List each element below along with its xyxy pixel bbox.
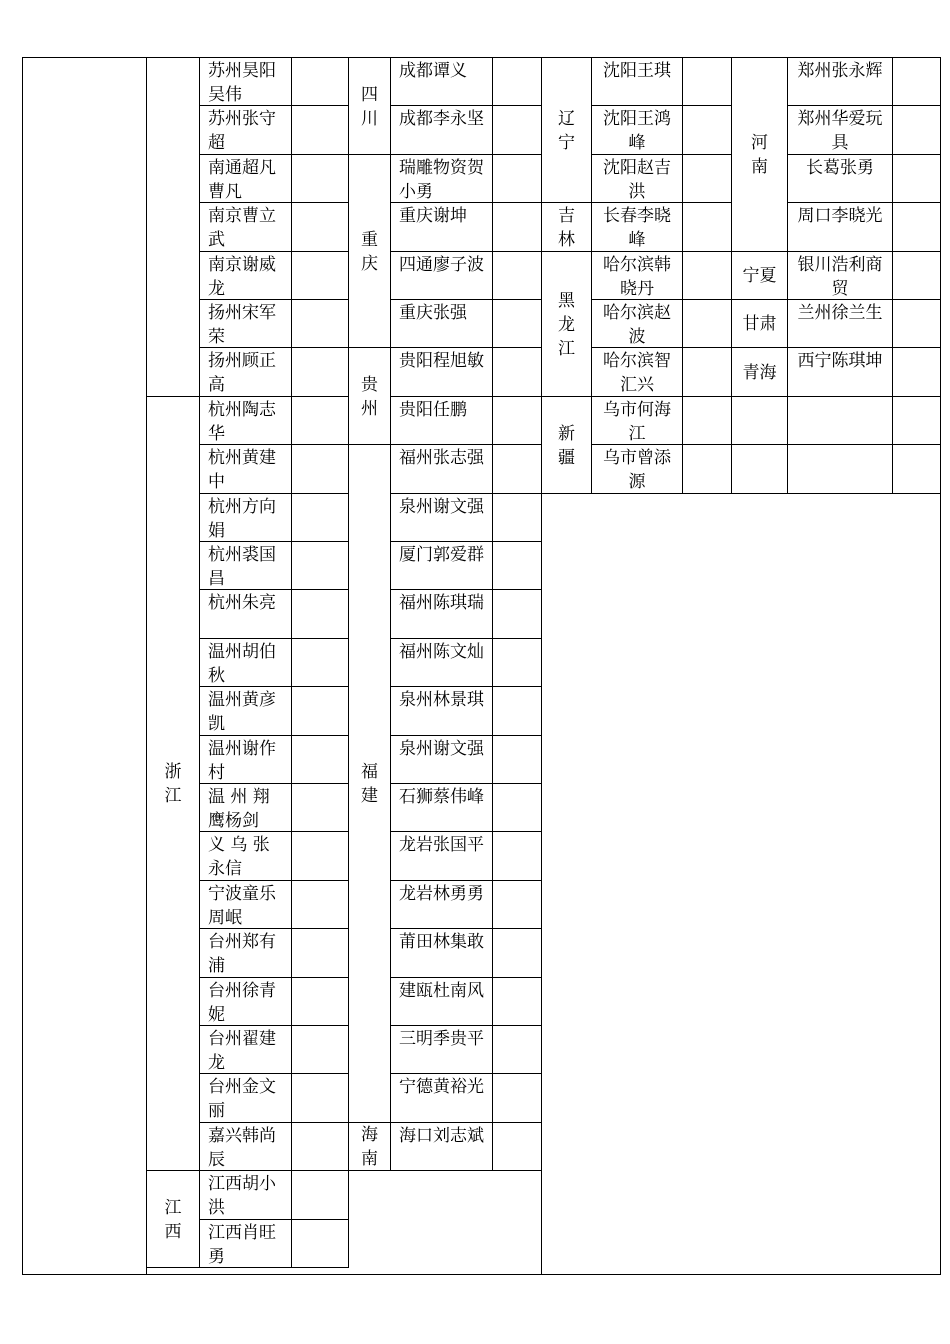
table-border-h: [390, 154, 542, 155]
table-border-v: [390, 57, 391, 1171]
name-cell-text: 重庆张强: [399, 303, 467, 323]
name-cell: [391, 833, 492, 880]
name-cell: [200, 737, 291, 783]
name-cell: [788, 349, 892, 396]
name-cell: [391, 253, 492, 299]
name-cell: [200, 833, 291, 880]
table-border-h: [199, 105, 349, 106]
table-border-h: [199, 154, 349, 155]
table-border-h: [390, 396, 542, 397]
name-cell: [592, 204, 682, 251]
table-border-h: [199, 735, 349, 736]
name-cell-text: 温 州 翔 鹰杨剑: [208, 787, 270, 831]
name-cell: [592, 349, 682, 396]
province-cell-text: 黑龙江: [558, 290, 575, 359]
name-cell: [391, 785, 492, 831]
name-cell-text: 温州谢作村: [208, 739, 276, 783]
table-border-h: [199, 202, 349, 203]
province-cell-text: 宁夏: [742, 266, 777, 286]
name-cell-text: 哈尔滨韩晓丹: [603, 255, 671, 299]
province-cell-text: 河南: [751, 133, 768, 177]
table-border-h: [348, 1122, 391, 1123]
table-border-h: [731, 396, 788, 397]
name-cell: [391, 398, 492, 444]
table-border-h: [348, 1170, 391, 1171]
name-cell: [200, 640, 291, 686]
name-cell: [391, 495, 492, 541]
table-border-h: [541, 251, 592, 252]
province-cell: [732, 349, 787, 396]
table-border-h: [199, 1025, 349, 1026]
table-border-h: [199, 1267, 349, 1268]
table-border-h: [591, 493, 732, 494]
name-cell: [391, 1075, 492, 1122]
name-cell: [200, 495, 291, 541]
name-cell-text: 义 乌 张 永信: [208, 835, 270, 879]
name-cell-text: 杭州黄建中: [208, 448, 276, 492]
name-cell-text: 南通超凡曹凡: [208, 158, 276, 202]
table-border-h: [787, 105, 941, 106]
name-cell: [391, 204, 492, 251]
name-cell-text: 江西胡小洪: [208, 1174, 276, 1218]
province-cell: [542, 59, 591, 202]
name-cell: [592, 301, 682, 347]
table-border-h: [199, 1073, 349, 1074]
table-border-h: [199, 396, 349, 397]
table-border-v: [348, 57, 349, 1171]
province-cell: [349, 349, 390, 444]
name-cell-text: 海口刘志斌: [399, 1126, 484, 1146]
table-border-h: [199, 347, 349, 348]
table-border-h: [199, 831, 349, 832]
name-cell-text: 瑞雕物资贺小勇: [399, 158, 484, 202]
table-border-h: [22, 1274, 941, 1275]
table-border-h: [199, 977, 349, 978]
province-cell-text: 甘肃: [742, 314, 777, 334]
name-cell-text: 龙岩林勇勇: [399, 884, 484, 904]
table-border-h: [199, 299, 349, 300]
province-cell-text: 四川: [361, 84, 378, 129]
table-border-h: [390, 1025, 542, 1026]
table-border-h: [390, 251, 542, 252]
province-cell: [349, 1124, 390, 1170]
name-cell: [200, 349, 291, 396]
name-cell: [200, 1124, 291, 1170]
name-cell: [200, 446, 291, 493]
name-cell: [200, 688, 291, 735]
name-cell: [788, 204, 892, 251]
name-cell-text: 沈阳赵吉洪: [603, 158, 671, 202]
name-cell-text: 泉州谢文强: [399, 497, 484, 517]
table-border-h: [591, 154, 732, 155]
province-cell: [732, 59, 787, 251]
table-border-v: [541, 493, 542, 1275]
table-border-h: [787, 299, 941, 300]
table-border-h: [390, 299, 542, 300]
name-cell-text: 泉州谢文强: [399, 739, 484, 759]
name-cell: [200, 107, 291, 154]
name-cell: [391, 543, 492, 589]
name-cell: [200, 59, 291, 105]
name-cell: [200, 1027, 291, 1073]
table-border-h: [199, 1170, 349, 1171]
name-cell-text: 沈阳王琪: [603, 61, 671, 81]
table-border-h: [199, 638, 349, 639]
province-cell-text: 新疆: [558, 423, 575, 468]
table-border-h: [199, 493, 349, 494]
name-cell: [200, 156, 291, 202]
table-border-h: [731, 347, 788, 348]
table-border-h: [731, 251, 788, 252]
table-border-h: [348, 444, 391, 445]
name-cell: [391, 737, 492, 783]
province-cell: [349, 446, 390, 1122]
name-cell: [200, 785, 291, 831]
name-cell-text: 福州陈琪瑞: [399, 593, 484, 613]
table-border-h: [199, 589, 349, 590]
province-cell-text: 江西: [164, 1197, 182, 1242]
name-cell-text: 成都谭义: [399, 61, 467, 81]
name-cell-text: 南京谢威龙: [208, 255, 276, 299]
table-border-h: [199, 444, 349, 445]
name-cell: [391, 979, 492, 1025]
province-cell: [542, 253, 591, 396]
table-border-h: [146, 396, 200, 397]
table-border-h: [541, 493, 592, 494]
name-cell-text: 周口李晓光: [797, 206, 883, 226]
table-border-h: [146, 1267, 200, 1268]
table-border-h: [199, 783, 349, 784]
table-border-h: [787, 202, 941, 203]
table-border-h: [199, 1219, 349, 1220]
table-border-v: [892, 57, 893, 397]
name-cell: [391, 446, 492, 493]
name-cell: [592, 59, 682, 105]
table-border-h: [390, 541, 542, 542]
table-border-h: [390, 589, 542, 590]
name-cell-text: 江西肖旺勇: [208, 1223, 276, 1267]
name-cell: [200, 204, 291, 251]
name-cell-text: 龙岩张国平: [399, 835, 484, 855]
name-cell-text: 扬州宋军荣: [208, 303, 276, 347]
table-border-h: [390, 831, 542, 832]
name-cell: [391, 930, 492, 977]
name-cell-text: 兰州徐兰生: [797, 303, 883, 323]
province-cell: [542, 398, 591, 493]
table-border-h: [22, 57, 941, 58]
table-border-v: [591, 57, 592, 494]
table-border-h: [390, 1122, 542, 1123]
table-border-v: [940, 57, 941, 1275]
table-border-h: [390, 105, 542, 106]
name-cell-text: 四通廖子波: [399, 255, 484, 275]
table-border-v: [492, 57, 493, 1171]
name-cell-text: 杭州方向娟: [208, 497, 276, 541]
table-border-v: [787, 57, 788, 397]
table-border-h: [390, 202, 542, 203]
province-cell-text: 青海: [742, 362, 777, 383]
name-cell: [391, 301, 492, 347]
name-cell-text: 重庆谢坤: [399, 206, 467, 226]
table-border-h: [731, 493, 941, 494]
name-cell: [788, 301, 892, 347]
name-cell: [391, 640, 492, 686]
name-cell: [200, 301, 291, 347]
name-cell-text: 台州翟建龙: [208, 1029, 276, 1073]
name-cell-text: 郑州张永辉: [797, 61, 883, 81]
table-border-h: [591, 251, 732, 252]
name-cell: [391, 591, 492, 638]
name-cell-text: 长春李晓峰: [603, 206, 671, 250]
name-cell: [788, 59, 892, 105]
table-border-h: [390, 493, 542, 494]
table-border-h: [591, 202, 732, 203]
name-cell-text: 建瓯杜南风: [399, 981, 484, 1001]
province-cell-text: 辽宁: [558, 108, 575, 153]
table-border-h: [541, 396, 592, 397]
name-cell-text: 三明季贵平: [399, 1029, 484, 1049]
name-cell: [200, 930, 291, 977]
table-border-h: [787, 251, 941, 252]
name-cell: [391, 1027, 492, 1073]
name-cell-text: 石狮蔡伟峰: [399, 787, 484, 807]
name-cell-text: 嘉兴韩尚辰: [208, 1126, 276, 1170]
table-border-h: [390, 880, 542, 881]
province-cell-text: 重庆: [361, 229, 378, 274]
table-border-h: [591, 347, 732, 348]
province-cell: [542, 204, 591, 251]
table-border-h: [731, 444, 941, 445]
table-border-v: [146, 57, 147, 1275]
province-cell-text: 福建: [361, 762, 378, 806]
table-border-v: [291, 57, 292, 1268]
table-border-h: [390, 1073, 542, 1074]
name-cell-text: 贵阳任鹏: [399, 400, 467, 420]
province-cell-text: 浙江: [164, 762, 182, 806]
name-cell-text: 温州胡伯秋: [208, 642, 276, 686]
table-border-h: [787, 396, 941, 397]
name-cell-text: 沈阳王鸿峰: [603, 109, 671, 153]
name-cell: [200, 1075, 291, 1122]
name-cell-text: 莆田林集敢: [399, 932, 484, 952]
table-border-h: [348, 347, 391, 348]
name-cell-text: 西宁陈琪坤: [797, 351, 883, 371]
table-border-v: [199, 57, 200, 1268]
name-cell: [200, 543, 291, 589]
name-cell-text: 银川浩利商贸: [797, 255, 883, 299]
table-border-h: [390, 444, 542, 445]
table-border-v: [541, 57, 542, 494]
name-cell: [200, 979, 291, 1025]
table-border-h: [146, 1170, 200, 1171]
name-cell-text: 温州黄彦凯: [208, 690, 276, 734]
table-border-h: [591, 396, 732, 397]
table-border-h: [787, 154, 941, 155]
name-cell-text: 宁德黄裕光: [399, 1077, 484, 1097]
name-cell: [592, 156, 682, 202]
name-cell: [592, 398, 682, 444]
name-cell-text: 南京曹立武: [208, 206, 276, 250]
table-border-h: [390, 686, 542, 687]
name-cell-text: 苏州昊阳吴伟: [208, 61, 276, 105]
name-cell: [200, 253, 291, 299]
table-border-h: [731, 299, 788, 300]
name-cell-text: 哈尔滨智汇兴: [603, 351, 671, 395]
name-cell-text: 台州金文丽: [208, 1077, 276, 1121]
table-border-h: [199, 1122, 349, 1123]
name-cell-text: 台州郑有浦: [208, 932, 276, 976]
name-cell: [788, 156, 892, 202]
table-border-h: [591, 299, 732, 300]
province-cell-text: 海南: [361, 1125, 378, 1169]
table-border-v: [22, 57, 23, 1275]
province-cell: [732, 301, 787, 347]
table-border-h: [199, 928, 349, 929]
name-cell: [200, 1172, 291, 1219]
name-cell: [592, 446, 682, 493]
name-cell-text: 长葛张勇: [806, 158, 874, 178]
name-cell-text: 郑州华爱玩具: [797, 109, 883, 153]
province-cell-text: 吉林: [558, 205, 575, 250]
name-cell-text: 哈尔滨赵波: [603, 303, 671, 347]
name-cell-text: 杭州陶志华: [208, 400, 276, 444]
name-cell-text: 泉州林景琪: [399, 690, 484, 710]
name-cell-text: 杭州朱亮: [208, 593, 276, 613]
table-border-h: [199, 251, 349, 252]
name-cell: [788, 253, 892, 299]
name-cell-text: 扬州顾正高: [208, 351, 276, 395]
table-border-h: [390, 928, 542, 929]
table-border-h: [390, 977, 542, 978]
province-cell: [732, 253, 787, 299]
name-cell-text: 苏州张守超: [208, 109, 276, 153]
name-cell: [592, 107, 682, 154]
province-cell: [147, 398, 199, 1170]
name-cell: [391, 349, 492, 396]
table-border-h: [199, 880, 349, 881]
name-cell: [788, 107, 892, 154]
name-cell-text: 乌市曾添源: [603, 448, 671, 492]
table-border-h: [390, 735, 542, 736]
name-cell-text: 杭州裘国昌: [208, 545, 276, 589]
name-cell: [391, 156, 492, 202]
province-cell: [349, 59, 390, 154]
name-cell: [391, 107, 492, 154]
table-border-h: [199, 541, 349, 542]
name-cell: [200, 882, 291, 928]
table-border-v: [731, 396, 732, 494]
table-border-v: [682, 57, 683, 494]
name-cell: [391, 688, 492, 735]
name-cell: [200, 591, 291, 638]
name-cell: [200, 1221, 291, 1267]
name-cell-text: 成都李永坚: [399, 109, 484, 129]
name-cell-text: 台州徐青妮: [208, 981, 276, 1025]
table-border-v: [731, 57, 732, 397]
table-border-h: [390, 1170, 542, 1171]
table-border-h: [348, 154, 391, 155]
name-cell-text: 贵阳程旭敏: [399, 351, 484, 371]
table-border-h: [199, 686, 349, 687]
name-cell-text: 乌市何海江: [603, 400, 671, 444]
name-cell-text: 厦门郭爱群: [399, 545, 484, 565]
name-cell: [391, 59, 492, 105]
table-border-v: [787, 396, 788, 494]
table-border-v: [892, 396, 893, 494]
name-cell-text: 福州陈文灿: [399, 642, 484, 662]
table-border-h: [541, 202, 592, 203]
table-border-h: [390, 783, 542, 784]
name-cell-text: 福州张志强: [399, 448, 484, 468]
province-cell: [147, 1172, 199, 1267]
province-cell-text: 贵州: [361, 374, 378, 419]
province-cell: [349, 156, 390, 347]
table-border-h: [591, 105, 732, 106]
name-cell: [391, 1124, 492, 1170]
name-cell-text: 宁波童乐周岷: [208, 884, 276, 928]
table-border-h: [787, 347, 941, 348]
name-cell: [200, 398, 291, 444]
table-border-h: [390, 347, 542, 348]
table-border-h: [390, 638, 542, 639]
name-cell: [391, 882, 492, 928]
table-border-h: [591, 444, 732, 445]
name-cell: [592, 253, 682, 299]
